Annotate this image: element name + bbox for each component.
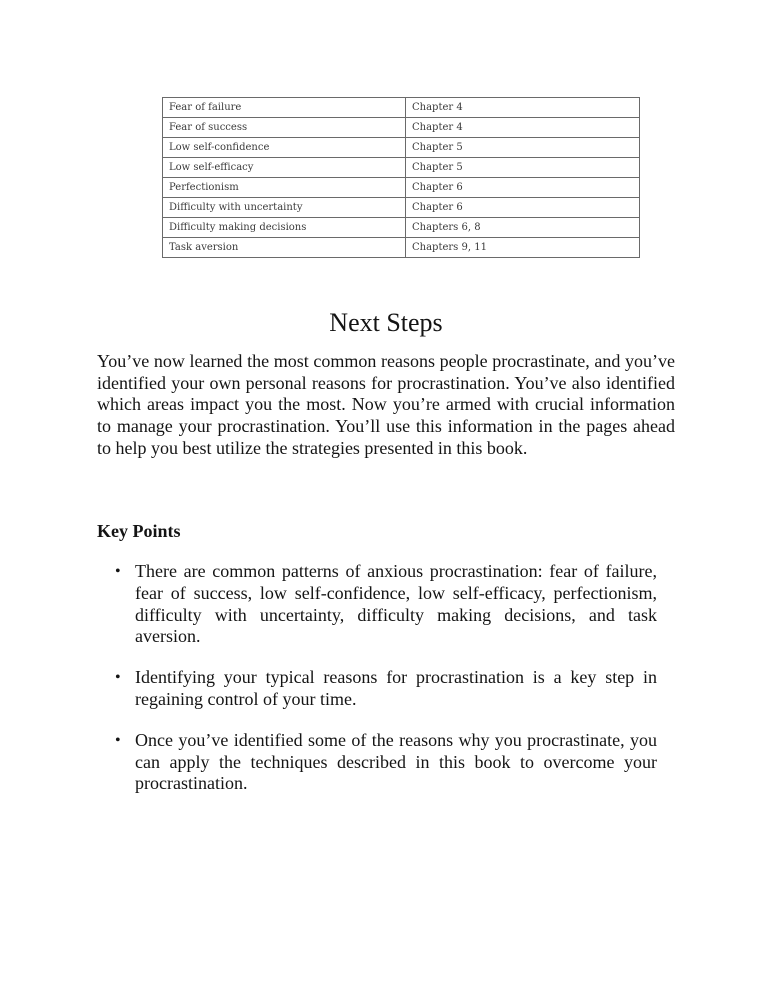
- bullet-icon: •: [115, 731, 121, 749]
- reason-cell: Task aversion: [163, 238, 406, 258]
- reason-cell: Low self-efficacy: [163, 158, 406, 178]
- key-points-title: Key Points: [97, 521, 181, 541]
- reason-cell: Difficulty making decisions: [163, 218, 406, 238]
- chapter-cell: Chapter 6: [406, 198, 640, 218]
- chapter-cell: Chapters 6, 8: [406, 218, 640, 238]
- list-item-text: There are common patterns of anxious procrastination: fear of failure, fear of success, low self-confidence, low self-efficacy, perfectionism, difficulty with uncertainty, difficulty making decisions, and task aversion.: [135, 561, 657, 647]
- chapter-cell: Chapter 4: [406, 98, 640, 118]
- key-points-list: [115, 561, 657, 795]
- chapter-cell: Chapter 5: [406, 158, 640, 178]
- list-item-text: Identifying your typical reasons for procrastination is a key step in regaining control of your time.: [135, 667, 657, 709]
- reason-cell: Perfectionism: [163, 178, 406, 198]
- reason-cell: Difficulty with uncertainty: [163, 198, 406, 218]
- list-item: [115, 561, 657, 648]
- intro-paragraph: You’ve now learned the most common reasons people procrastinate, and you’ve identified your own personal reasons for procrastination. You’ve also identified which areas impact you the most. Now you’re armed with crucial information to manage your procrastination. You’ll use this information in the pages ahead to help you best utilize the strategies presented in this book.: [97, 351, 675, 458]
- chapter-cell: Chapters 9, 11: [406, 238, 640, 258]
- list-item: [115, 729, 657, 795]
- chapter-cell: Chapter 6: [406, 178, 640, 198]
- table-row: [163, 98, 640, 118]
- list-item-text: Once you’ve identified some of the reasons why you procrastinate, you can apply the techniques described in this book to overcome your procrastination.: [135, 729, 657, 794]
- chapter-cell: Chapter 5: [406, 138, 640, 158]
- table-row: [163, 178, 640, 198]
- table-row: [163, 118, 640, 138]
- table-row: [163, 138, 640, 158]
- reason-cell: Fear of failure: [163, 98, 406, 118]
- table-row: [163, 198, 640, 218]
- reason-cell: Low self-confidence: [163, 138, 406, 158]
- table-row: [163, 238, 640, 258]
- table-row: [163, 158, 640, 178]
- list-item: [115, 667, 657, 711]
- reason-cell: Fear of success: [163, 118, 406, 138]
- chapter-cell: Chapter 4: [406, 118, 640, 138]
- bullet-icon: •: [115, 669, 121, 687]
- bullet-icon: •: [115, 563, 121, 580]
- section-heading: Next Steps: [329, 308, 443, 337]
- reasons-chapter-table: [162, 97, 640, 258]
- table-row: [163, 218, 640, 238]
